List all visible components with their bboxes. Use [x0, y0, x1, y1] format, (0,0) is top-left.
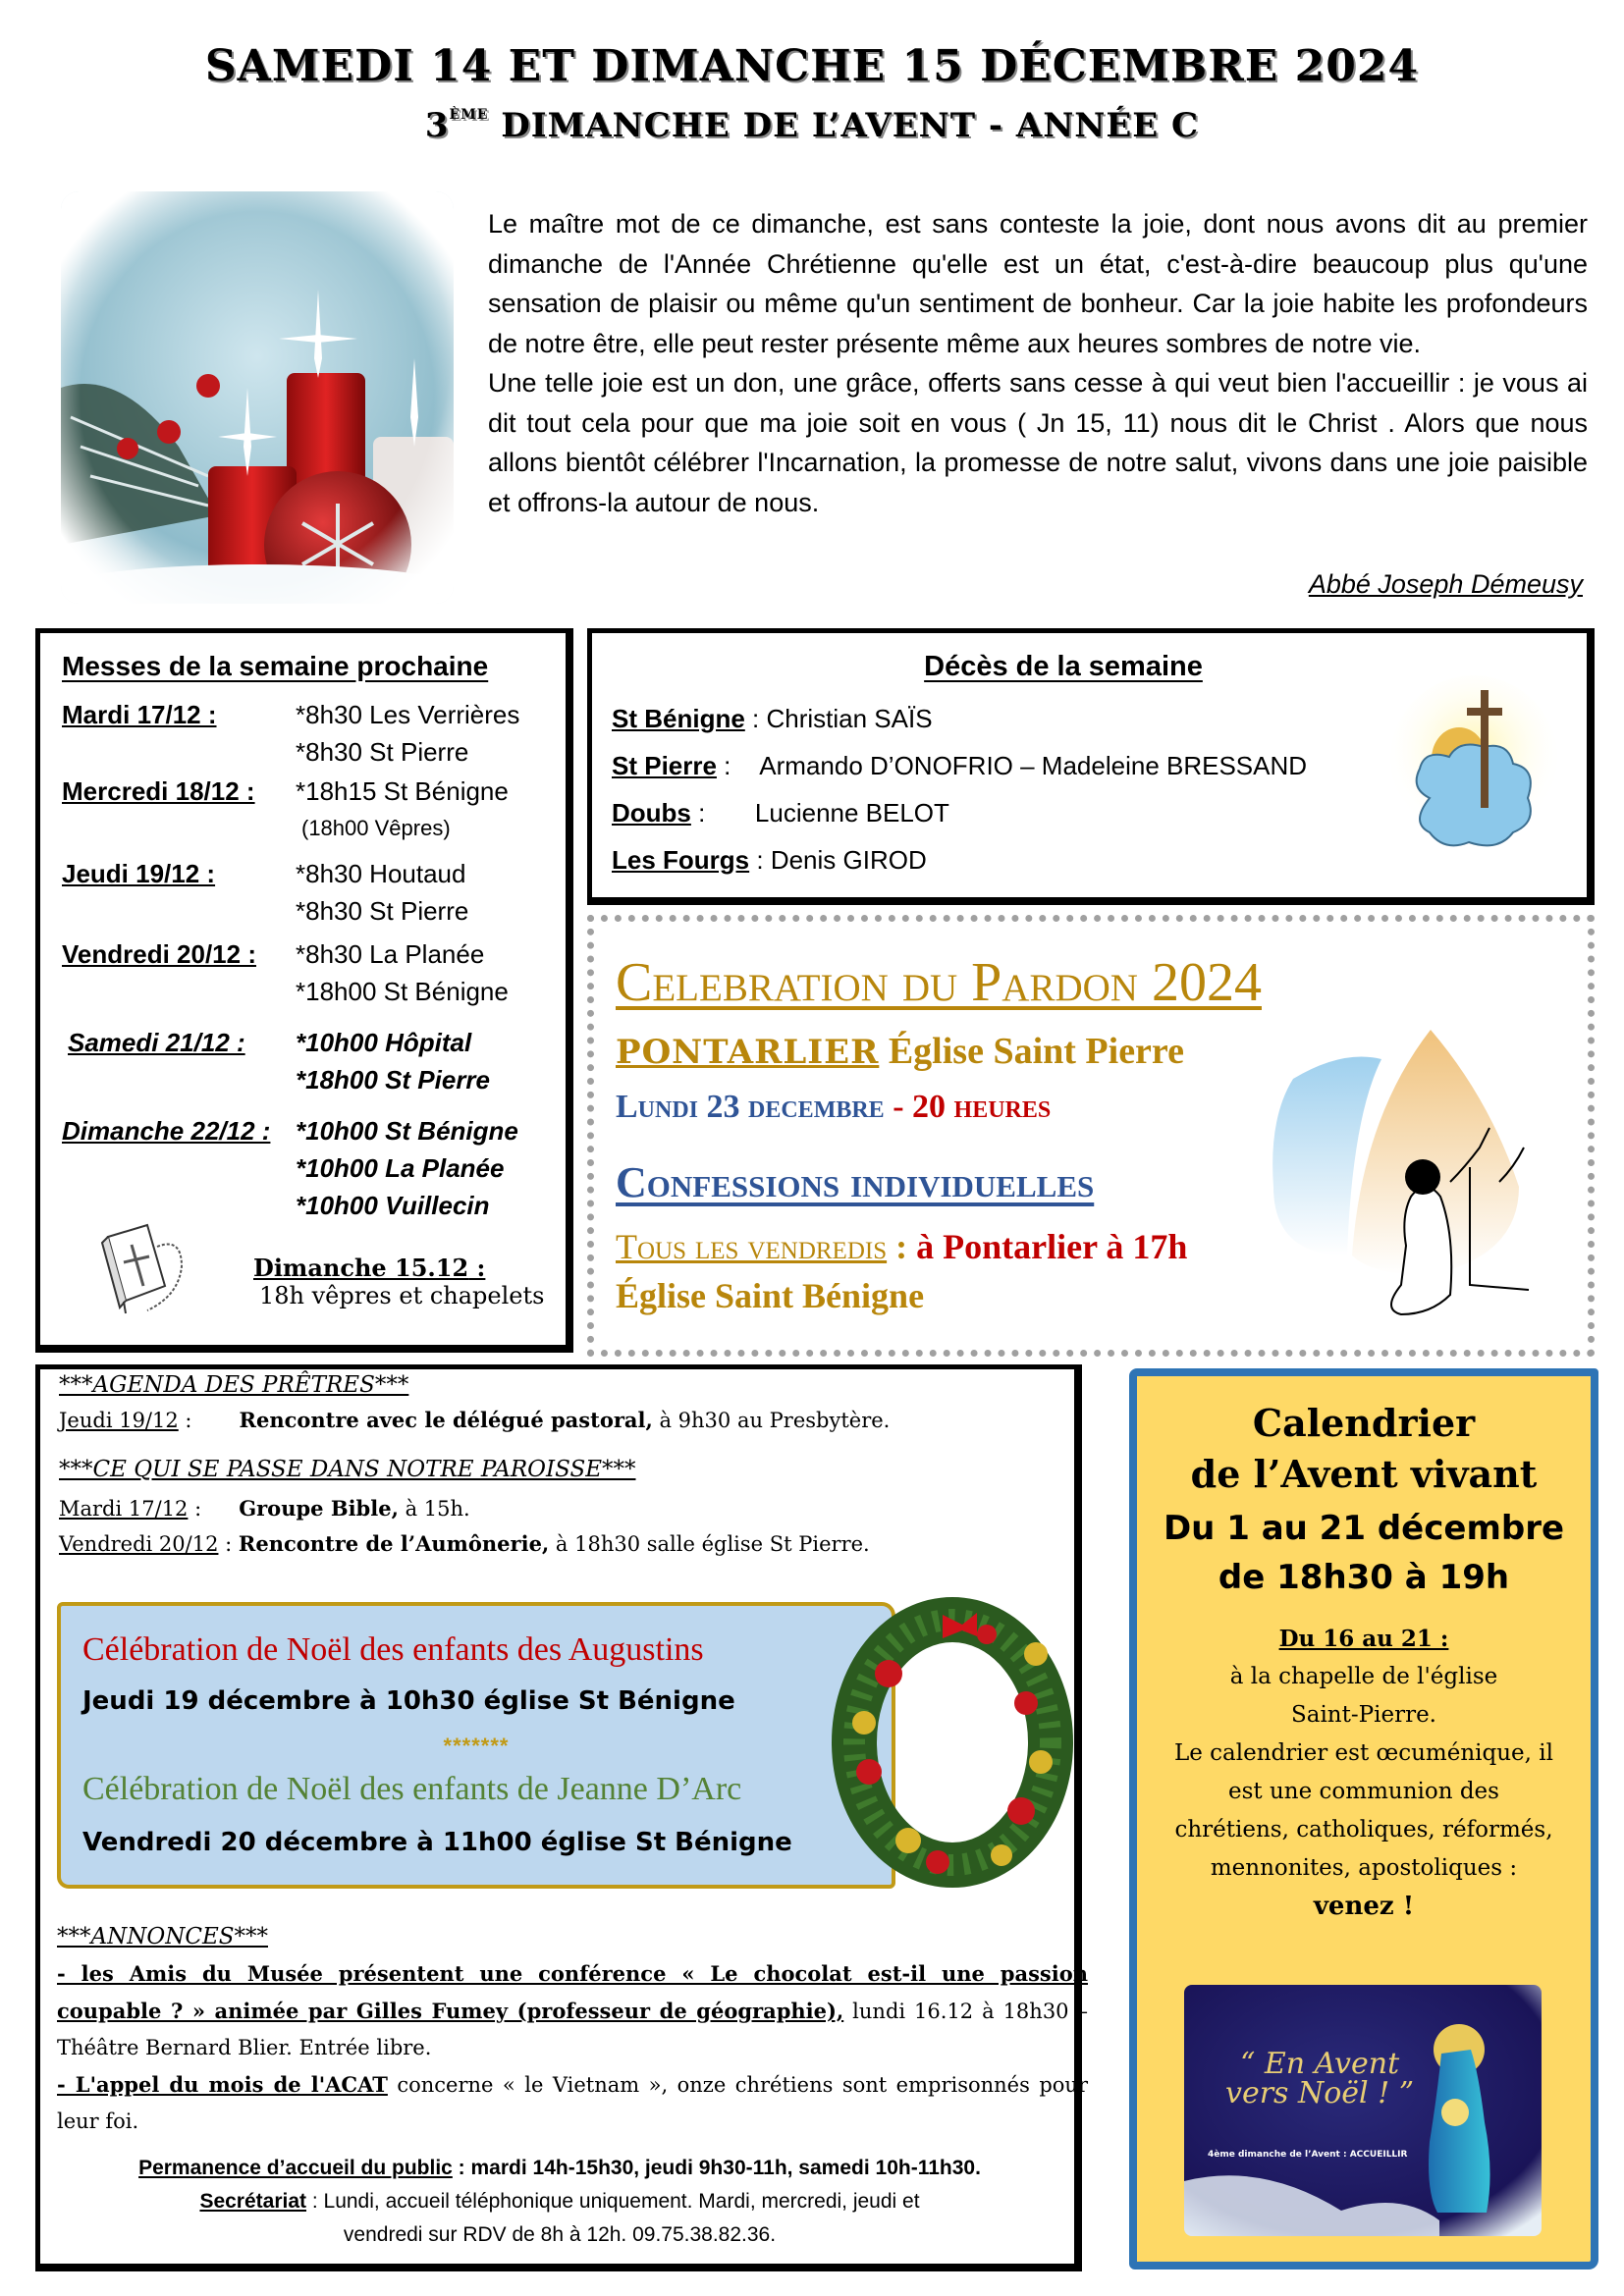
pardon-town: PONTARLIER — [616, 1033, 880, 1072]
agenda-item — [59, 1496, 470, 1521]
candles-image — [61, 191, 454, 604]
announcement-details: lundi 16.12 à 18h30 – Théâtre Bernard Blier. Entrée libre. — [57, 2000, 1088, 2059]
deaths-title: Décès de la semaine — [924, 651, 1203, 682]
subtitle-text: DIMANCHE DE L’AVENT - ANNÉE C — [488, 106, 1200, 145]
sunday-vespers-colon: : — [468, 1254, 486, 1282]
celebration-date: Vendredi 20 décembre à 11h00 église St Bénigne — [82, 1828, 792, 1857]
deaths-box — [587, 628, 1595, 905]
death-separator: : — [690, 798, 755, 828]
agenda-pretres-heading: ***AGENDA DES PRÊTRES*** — [59, 1372, 409, 1398]
advent-calendar-date-range: Du 1 au 21 décembre — [1163, 1509, 1565, 1548]
death-row — [612, 845, 927, 876]
poster-title-line: vers Noël ! ” — [1225, 2076, 1415, 2110]
advent-calendar-invitation: venez ! — [1313, 1892, 1415, 1921]
mass-row — [62, 855, 566, 930]
bible-rosary-icon — [88, 1217, 196, 1315]
pardon-date — [616, 1089, 1051, 1126]
advent-calendar-dates — [1137, 1504, 1591, 1602]
announcement-highlight: - L'appel du mois de l'ACAT — [57, 2072, 388, 2097]
agenda-item — [59, 1408, 890, 1432]
page-title: SAMEDI 14 ET DIMANCHE 15 DÉCEMBRE 2024 — [204, 41, 1420, 91]
page-subtitle — [0, 106, 1624, 145]
mass-note: (18h00 Vêpres) — [301, 816, 451, 840]
death-place: St Bénigne — [612, 704, 745, 733]
sunday-vespers-text: 18h vêpres et chapelets — [259, 1282, 545, 1309]
advent-calendar-title — [1137, 1398, 1591, 1500]
pardon-location — [616, 1030, 1184, 1073]
death-row — [612, 798, 949, 828]
confessions-place-time: à Pontarlier à 17h — [916, 1227, 1188, 1266]
mass-time: *8h30 St Pierre — [296, 737, 469, 767]
mass-row — [62, 1112, 566, 1224]
agenda-item-details: à 15h. — [398, 1497, 470, 1521]
mass-row — [62, 773, 566, 847]
mass-day: Jeudi 19/12 : — [62, 859, 216, 888]
advent-calendar-location: à la chapelle de l'église Saint-Pierre. — [1229, 1664, 1498, 1728]
confession-illustration-icon — [1234, 1020, 1558, 1334]
death-row — [612, 751, 1307, 781]
death-place: Les Fourgs — [612, 845, 750, 875]
agenda-item-title: Rencontre de l’Aumônerie, — [238, 1531, 550, 1556]
permanence-line — [39, 2152, 1080, 2185]
confessions-day: Tous les vendredis — [616, 1227, 888, 1266]
mass-time: *8h30 St Pierre — [296, 896, 469, 926]
death-names: Lucienne BELOT — [754, 798, 949, 828]
celebration-separator: ******* — [443, 1734, 510, 1758]
mass-time: *10h00 Vuillecin — [296, 1191, 490, 1220]
pardon-date-time: 20 heures — [912, 1089, 1052, 1125]
confessions-title: Confessions individuelles — [616, 1158, 1095, 1206]
agenda-item — [59, 1531, 870, 1556]
mass-time: *18h00 St Pierre — [296, 1065, 491, 1095]
mass-time: *18h00 St Bénigne — [296, 977, 509, 1006]
celebration-title: Célébration de Noël des enfants des Augustins — [82, 1631, 704, 1668]
mass-time: *18h15 St Bénigne — [296, 776, 509, 806]
mass-day: Mardi 17/12 : — [62, 700, 217, 729]
celebration-date: Jeudi 19 décembre à 10h30 église St Bénigne — [82, 1686, 735, 1716]
advent-calendar-subheading: Du 16 au 21 : — [1278, 1626, 1449, 1652]
mass-time: *10h00 Hôpital — [296, 1028, 472, 1057]
advent-calendar-title-line: de l’Avent vivant — [1190, 1452, 1538, 1496]
mass-day: Mercredi 18/12 : — [62, 776, 255, 806]
death-separator: : — [716, 751, 760, 780]
editorial-paragraph: Une telle joie est un don, une grâce, offerts sans cesse à qui veut bien l'accueillir : je vous ai dit tout cela pour que ma joie soit en vous ( Jn 15, 11) nous dit le Christ . Alors que nous allons bientôt célébrer l'Incarnation, la promesse de notre salut, vivons dans une joie paisible et offrons-la autour de nous. — [488, 368, 1588, 517]
announcements — [57, 1919, 1088, 2140]
agenda-item-colon: : — [188, 1497, 202, 1521]
confessions-schedule — [616, 1226, 1187, 1267]
madonna-illustration-icon — [1184, 1985, 1542, 2236]
agenda-item-day: Mardi 17/12 — [59, 1497, 189, 1521]
permanence-label: Permanence d’accueil du public — [138, 2157, 453, 2179]
advent-calendar-time-range: de 18h30 à 19h — [1218, 1558, 1510, 1597]
death-place: Doubs — [612, 798, 691, 828]
celebration-title: Célébration de Noël des enfants de Jeanne D’Arc — [82, 1771, 742, 1807]
cross-cloud-icon — [1390, 651, 1557, 886]
secretariat-details: : Lundi, accueil téléphonique uniquement. Mardi, mercredi, jeudi et vendredi sur RDV de 8h à 12h. 09.75.38.82.36. — [306, 2190, 920, 2246]
candles-illustration-icon — [61, 191, 454, 604]
poster-title — [1225, 2047, 1415, 2110]
subtitle-superscript: ÈME — [449, 107, 489, 123]
confessions-separator: : — [887, 1227, 917, 1266]
office-hours — [39, 2152, 1080, 2252]
mass-time: *10h00 St Bénigne — [296, 1116, 518, 1146]
advent-calendar-body: Le calendrier est œcuménique, il est une communion des chrétiens, catholiques, réformés, mennonites, apostoliques : — [1173, 1740, 1554, 1881]
agenda-item-title: Rencontre avec le délégué pastoral, — [239, 1408, 653, 1432]
death-place: St Pierre — [612, 751, 717, 780]
advent-calendar-box — [1129, 1368, 1598, 2269]
death-separator: : — [749, 845, 771, 875]
announcement-details: concerne « le Vietnam », onze chrétiens sont emprisonnés pour leur foi. — [57, 2073, 1088, 2133]
death-names: Armando D’ONOFRIO – Madeleine BRESSAND — [759, 751, 1308, 780]
mass-row — [62, 1024, 566, 1098]
mass-row — [62, 696, 566, 771]
mass-day: Samedi 21/12 : — [68, 1028, 245, 1057]
announcement-highlight: - les Amis du Musée présentent une conférence « Le chocolat est-il une passion coupable ? » animée par Gilles Fumey (professeur de géographie), — [57, 1961, 1088, 2023]
editorial-signature: Abbé Joseph Démeusy — [1308, 569, 1583, 599]
confessions-church: Église Saint Bénigne — [616, 1276, 925, 1315]
agenda-item-day: Vendredi 20/12 — [59, 1532, 219, 1556]
agenda-item-title: Groupe Bible, — [239, 1496, 399, 1521]
mass-row — [62, 935, 566, 1010]
agenda-paroisse-heading: ***CE QUI SE PASSE DANS NOTRE PAROISSE*** — [59, 1457, 636, 1482]
secretariat-line — [39, 2185, 1080, 2252]
death-names: Christian SAÏS — [766, 704, 933, 733]
mass-time: *8h30 Houtaud — [296, 859, 466, 888]
mass-time: *8h30 La Planée — [296, 939, 485, 969]
christmas-wreath-icon — [830, 1595, 1075, 1890]
mass-time: *10h00 La Planée — [296, 1153, 505, 1183]
subtitle-number: 3 — [424, 106, 450, 145]
sunday-vespers-note — [253, 1254, 544, 1309]
pardon-date-separator: - — [884, 1089, 913, 1125]
announcement-item — [57, 1955, 1088, 2066]
agenda-item-colon: : — [218, 1532, 239, 1556]
mass-time: *8h30 Les Verrières — [296, 700, 520, 729]
death-separator: : — [744, 704, 767, 733]
mass-day: Dimanche 22/12 : — [62, 1116, 271, 1146]
sunday-vespers-day: Dimanche 15.12 — [253, 1254, 469, 1282]
poster-title-line: “ En Avent — [1239, 2047, 1400, 2081]
agenda-item-details: à 18h30 salle église St Pierre. — [549, 1532, 870, 1556]
pardon-church: Église Saint Pierre — [879, 1031, 1184, 1072]
advent-calendar-title-line: Calendrier — [1252, 1401, 1476, 1445]
agenda-item-day: Jeudi 19/12 — [59, 1409, 179, 1432]
permanence-hours: : mardi 14h-15h30, jeudi 9h30-11h, samedi 10h-11h30. — [452, 2157, 981, 2179]
death-names: Denis GIROD — [770, 845, 927, 875]
advent-calendar-text — [1137, 1620, 1591, 1926]
secretariat-label: Secrétariat — [199, 2190, 307, 2213]
editorial-text — [488, 204, 1588, 522]
announcements-heading: ***ANNONCES*** — [57, 1924, 268, 1949]
announcement-item — [57, 2066, 1088, 2140]
mass-day: Vendredi 20/12 : — [62, 939, 256, 969]
editorial-paragraph: Le maître mot de ce dimanche, est sans conteste la joie, dont nous avons dit au premier dimanche de l'Année Chrétienne qu'elle est un état, c'est-à-dire beaucoup plus qu'une sensation de plaisir ou même qu'un sentiment de bonheur. Car la joie habite les profondeurs de notre être, elle peut rester présente même aux heures sombres de notre vie. — [488, 209, 1588, 358]
masses-title: Messes de la semaine prochaine — [62, 651, 489, 681]
pardon-box — [587, 915, 1595, 1357]
pardon-date-day: Lundi 23 decembre — [616, 1089, 885, 1125]
poster-caption: 4ème dimanche de l’Avent : ACCUEILLIR — [1208, 2150, 1408, 2160]
pardon-title: Celebration du Pardon 2024 — [616, 952, 1262, 1013]
death-row — [612, 704, 933, 734]
agenda-item-details: à 9h30 au Presbytère. — [652, 1409, 891, 1432]
agenda-item-colon: : — [178, 1409, 192, 1432]
christmas-celebrations-card — [57, 1602, 895, 1889]
advent-poster-image — [1184, 1985, 1542, 2236]
